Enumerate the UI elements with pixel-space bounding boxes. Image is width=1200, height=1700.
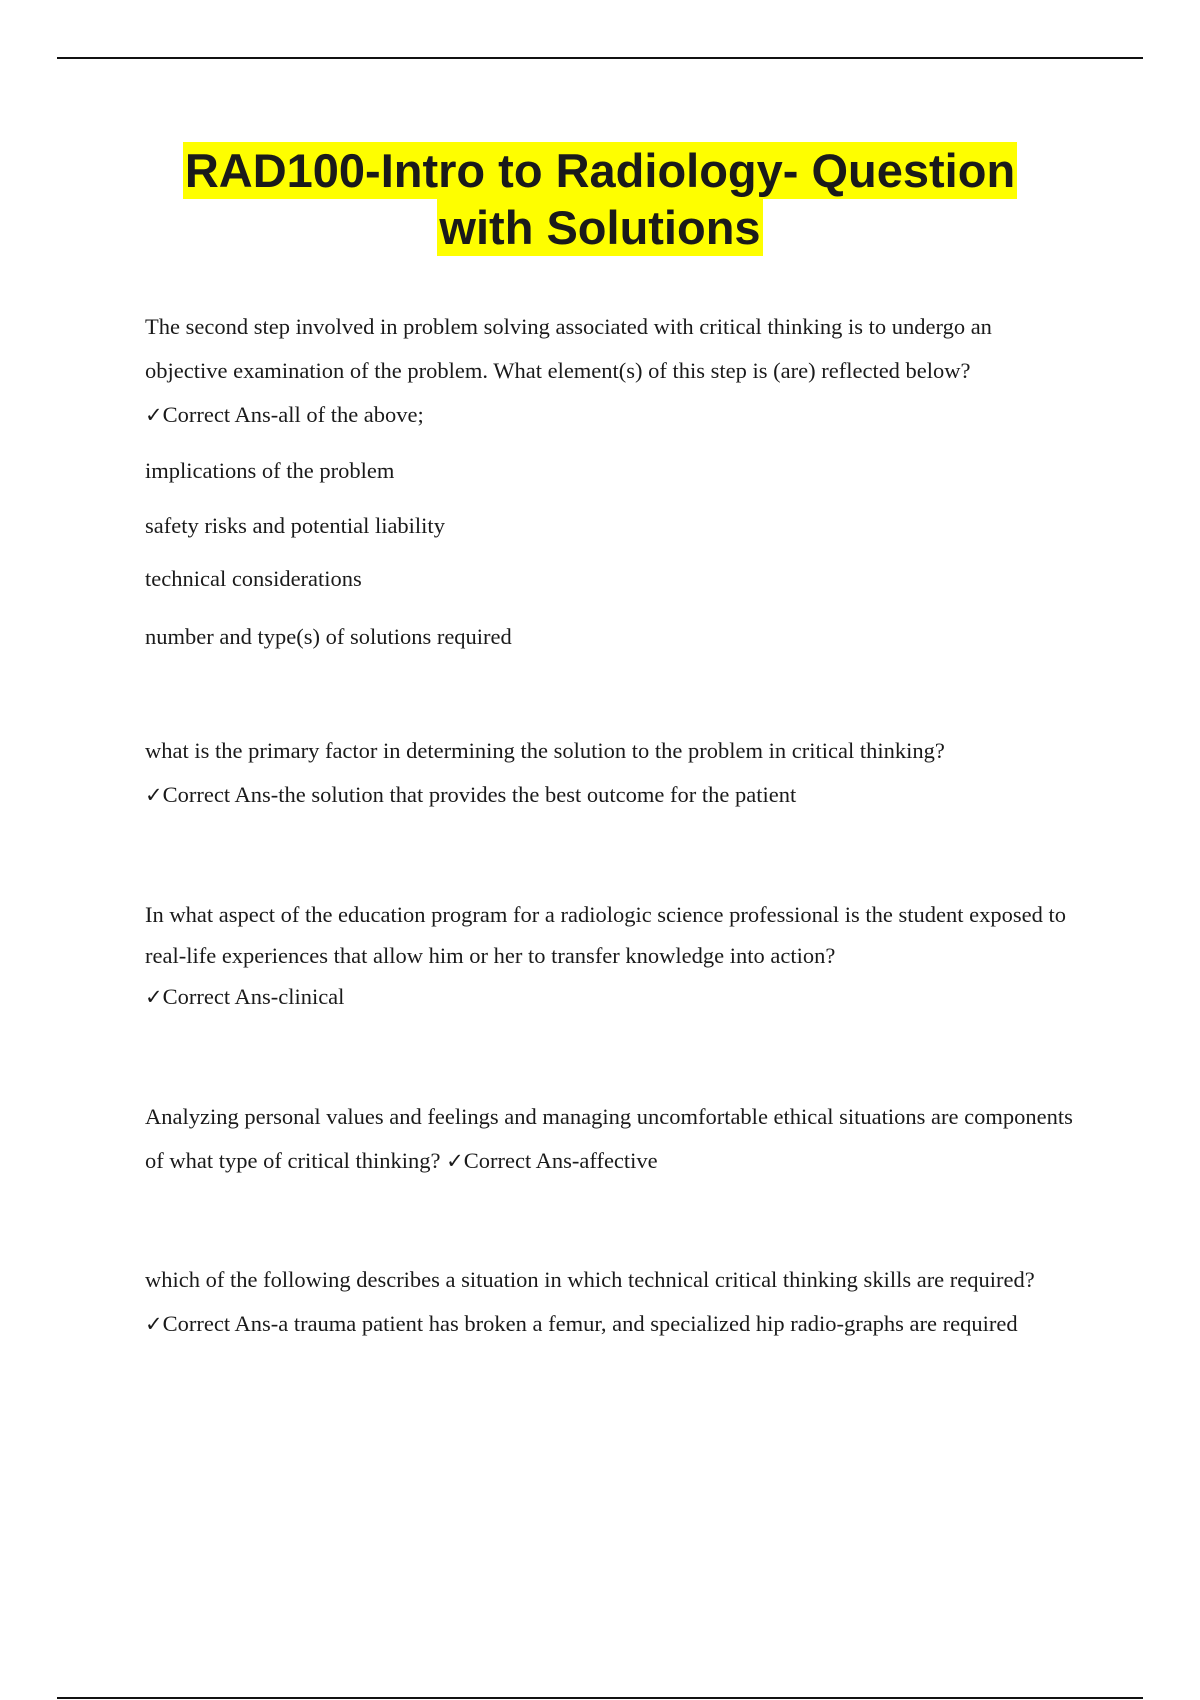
answer-option: implications of the problem (145, 458, 395, 483)
qa-text (145, 894, 1075, 1018)
top-rule (57, 57, 1143, 59)
question-text: what is the primary factor in determining the solution to the problem in critical thinking? (145, 738, 945, 763)
answer-option: technical considerations (145, 566, 362, 591)
question-text: which of the following describes a situation in which technical critical thinking skills are required? (145, 1267, 1035, 1292)
qa-item-1 (145, 305, 1075, 649)
checkmark-icon: ✓ (145, 1312, 163, 1336)
question-text: In what aspect of the education program for a radiologic science professional is the student exposed to real-life experiences that allow him or her to transfer knowledge into action? (145, 902, 1066, 968)
answer-text: Correct Ans-a trauma patient has broken a femur, and specialized hip radio-graphs are required (162, 1311, 1018, 1336)
checkmark-icon: ✓ (145, 783, 163, 807)
title-line-2: with Solutions (439, 201, 761, 254)
qa-text (145, 305, 1075, 437)
answer-text: Correct Ans-all of the above; (162, 402, 424, 427)
qa-text (145, 1095, 1075, 1183)
qa-item-2 (145, 729, 1075, 817)
qa-text (145, 729, 1075, 817)
qa-item-4 (145, 1095, 1075, 1183)
answer-option: number and type(s) of solutions required (145, 624, 512, 649)
qa-item-5 (145, 1258, 1075, 1346)
qa-text (145, 1258, 1075, 1346)
answer-text: Correct Ans-affective (463, 1148, 658, 1173)
qa-item-3 (145, 894, 1075, 1018)
title-line-1: RAD100-Intro to Radiology- Question (184, 144, 1016, 197)
qa-content (145, 305, 1075, 1346)
answer-text: Correct Ans-the solution that provides the best outcome for the patient (162, 782, 797, 807)
bottom-rule (57, 1697, 1143, 1699)
question-text: Analyzing personal values and feelings and managing uncomfortable ethical situations are components of what type of critical thinking? (145, 1104, 1073, 1173)
checkmark-icon: ✓ (145, 403, 163, 427)
document-title (0, 142, 1200, 256)
question-text: The second step involved in problem solving associated with critical thinking is to undergo an objective examination of the problem. What element(s) of this step is (are) reflected below? (145, 314, 992, 383)
answer-option: safety risks and potential liability (145, 513, 445, 538)
checkmark-icon: ✓ (145, 985, 163, 1009)
answer-text: Correct Ans-clinical (162, 984, 345, 1009)
checkmark-icon: ✓ (446, 1149, 464, 1173)
